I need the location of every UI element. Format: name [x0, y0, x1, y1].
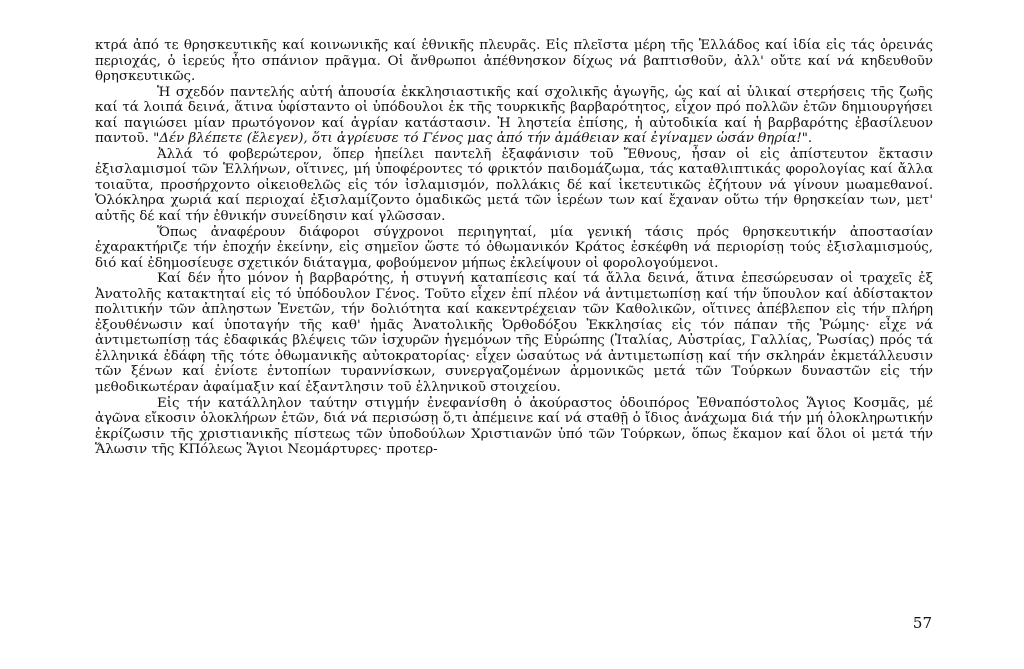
paragraph-4: Ὅπως ἀναφέρουν διάφοροι σύγχρονοι περιηγηταί, μία γενική τάσις πρός θρησκευτικήν ἀποστασίαν ἐχαρακτήριζε τήν ἐποχήν ἐκείνην, εἰς σημεῖον ὥστε τό ὀθωμανικόν Κράτος ἐσκέφθη νά περιορίσῃ τούς ἐξισλαμισμούς, διό καί ἐδημοσίευσε σχετικόν διάταγμα, φοβούμενον μήπως ἐκλείψουν οἱ φορολογούμενοι.: [95, 224, 933, 271]
body-text: [95, 38, 933, 458]
paragraph-2-text: Ἡ σχεδόν παντελής αὐτή ἀπουσία ἐκκλησιαστικῆς καί σχολικῆς ἀγωγῆς, ὡς καί αἱ ὑλικαί στερήσεις τῆς ζωῆς καί τά λοιπά δεινά, ἅτινα ὑφίσταντο οἱ ὑπόδουλοι ἐκ τῆς τουρκικῆς βαρβαρότητος, εἶχον πρό πολλῶν ἐτῶν δημιουργήσει καί παγιώσει μίαν πρωτόγονον καί ἀγρίαν κατάστασιν. Ἡ ληστεία ἐπίσης, ἡ αὐτοδικία καί ἡ βαρβαρότης ἐβασίλευον παντοῦ.: [95, 84, 933, 147]
paragraph-6: Εἰς τήν κατάλληλον ταύτην στιγμήν ἐνεφανίσθη ὁ ἀκούραστος ὁδοιπόρος Ἐθναπόστολος Ἅγιος Κοσμᾶς, μέ ἀγῶνα εἴκοσιν ὁλοκλήρων ἐτῶν, διά νά περισώσῃ ὅ,τι ἀπέμεινε καί νά σταθῇ ὁ ἴδιος ἀνάχωμα διά τήν μή ὁλοκληρωτικήν ἐκρίζωσιν τῆς χριστιανικῆς πίστεως τῶν ὑποδούλων Χριστιανῶν ὑπό τῶν Τούρκων, ὅπως ἔκαμον καί ὅλοι οἱ μετά τήν Ἅλωσιν τῆς ΚΠόλεως Ἅγιοι Νεομάρτυρες· προτερ-: [95, 395, 933, 458]
paragraph-2: [95, 85, 933, 147]
paragraph-3: Ἀλλά τό φοβερώτερον, ὅπερ ἠπείλει παντελῆ ἐξαφάνισιν τοῦ Ἔθνους, ἦσαν οἱ εἰς ἀπίστευτον ἔκτασιν ἐξισλαμισμοί τῶν Ἑλλήνων, οἵτινες, μή ὑποφέροντες τό φρικτόν παιδομάζωμα, τάς καταθλιπτικάς φορολογίας καί ἄλλα τοιαῦτα, προσήρχοντο οἰκειοθελῶς εἰς τόν ἰσλαμισμόν, πολλάκις δέ καί ἱκετευτικῶς ἐζήτουν νά γίνουν μωαμεθανοί. Ὁλόκληρα χωριά καί περιοχαί ἐξισλαμίζοντο ὁμαδικῶς μετά τῶν ἱερέων των καί ἔχαναν οὕτω τήν θρησκείαν των, μετ' αὐτῆς δέ καί τήν ἐθνικήν συνείδησιν καί γλῶσσαν.: [95, 146, 933, 225]
paragraph-2-quote: "Δέν βλέπετε (ἔλεγεν), ὅτι ἀγρίευσε τό Γένος μας ἀπό τήν ἀμάθειαν καί ἐγίναμεν ὡσάν θηρία!".: [153, 131, 813, 147]
page-number: 57: [912, 614, 932, 632]
paragraph-1: κτρά ἀπό τε θρησκευτικῆς καί κοινωνικῆς καί ἐθνικῆς πλευρᾶς. Εἰς πλεῖστα μέρη τῆς Ἑλλάδος καί ἰδία εἰς τάς ὀρεινάς περιοχάς, ὁ ἱερεύς ἦτο σπάνιον πρᾶγμα. Οἱ ἄνθρωποι ἀπέθνησκον δίχως νά βαπτισθοῦν, ἀλλ' οὔτε καί νά κηδευθοῦν θρησκευτικῶς.: [95, 38, 933, 85]
paragraph-5: Καί δέν ἦτο μόνον ἡ βαρβαρότης, ἡ στυγνή καταπίεσις καί τά ἄλλα δεινά, ἅτινα ἐπεσώρευσαν οἱ τραχεῖς ἐξ Ἀνατολῆς κατακτηταί εἰς τό ὑπόδουλον Γένος. Τοῦτο εἶχεν ἐπί πλέον νά ἀντιμετωπίσῃ καί τήν ὕπουλον καί ἀδίστακτον πολιτικήν τῶν ἀπληστων Ἑνετῶν, τήν δολιότητα καί κακεντρέχειαν τῶν Καθολικῶν, οἵτινες ἀπέβλεπον εἰς τήν πλήρη ἐξουθένωσιν καί ὑποταγήν τῆς καθ' ἡμᾶς Ἀνατολικῆς Ὀρθοδόξου Ἐκκλησίας εἰς τόν πάπαν τῆς Ῥώμης· εἶχε νά ἀντιμετωπίσῃ τάς ἐδαφικάς βλέψεις τῶν ἰσχυρῶν ἡγεμόνων τῆς Εὐρώπης (Ἰταλίας, Αὐστρίας, Γαλλίας, Ῥωσίας) πρός τά ἑλληνικά ἐδάφη τῆς τότε ὀθωμανικῆς αὐτοκρατορίας· εἶχεν ὡσαύτως νά ἀντιμετωπίσῃ καί τήν σκληράν ἐκμετάλλευσιν τῶν ξένων καί ἐνίοτε ἐντοπίων τυραννίσκων, συνεργαζομένων ἁρμονικῶς μετά τῶν Τούρκων δυναστῶν εἰς τήν μεθοδικωτέραν ἀφαίμαξιν καί ἐξαντλησιν τοῦ ἑλληνικοῦ στοιχείου.: [95, 271, 933, 396]
